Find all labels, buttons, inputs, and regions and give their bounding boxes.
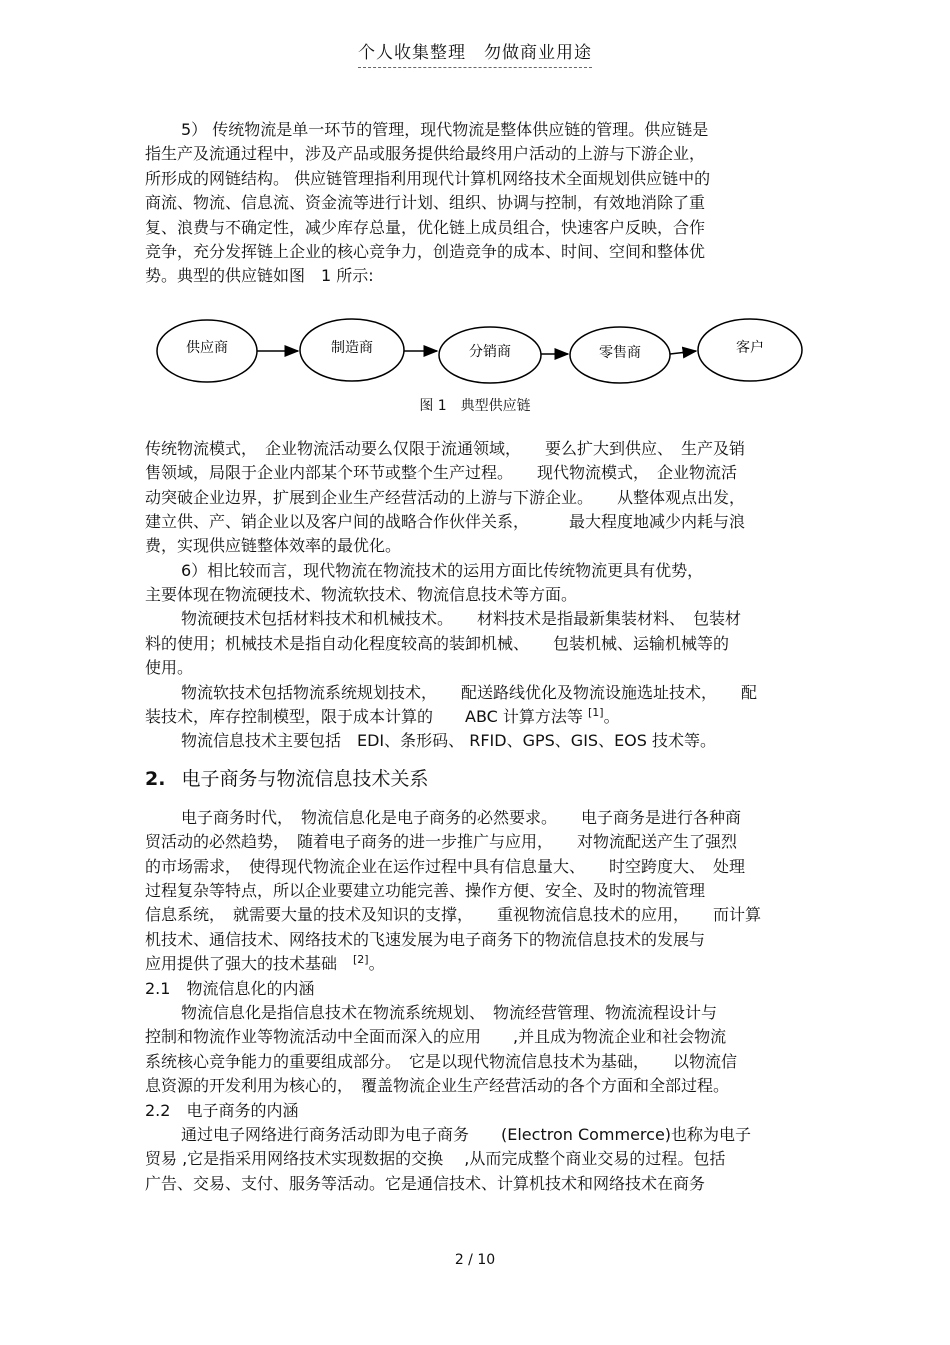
section-number: 2. [145, 767, 166, 790]
text-line: 系统核心竞争能力的重要组成部分。 它是以现代物流信息技术为基础， 以物流信 [145, 1051, 738, 1071]
figure-caption: 图 1 典型供应链 [419, 398, 531, 414]
text-line: 费，实现供应链整体效率的最优化。 [145, 536, 402, 556]
section-heading-2 [145, 766, 807, 792]
text-line: 料的使用；机械技术是指自动化程度较高的装卸机械、 包装机械、运输机械等的 [145, 633, 730, 653]
text-line: 传统物流模式， 企业物流活动要么仅限于流通领域， 要么扩大到供应、 生产及销 [145, 438, 746, 458]
section-heading-2-2 [145, 1099, 807, 1123]
paragraph-hard-tech [145, 607, 807, 680]
paragraph-6 [145, 559, 807, 608]
text-line: 贸活动的必然趋势， 随着电子商务的进一步推广与应用， 对物流配送产生了强烈 [145, 832, 738, 852]
text-line: 所形成的网链结构。 供应链管理指利用现代计算机网络技术全面规划供应链中的 [145, 168, 711, 188]
text-line: 商流、物流、信息流、资金流等进行计划、组织、协调与控制，有效地消除了重 [145, 193, 706, 213]
node-manufacturer-label: 制造商 [331, 340, 373, 356]
node-retailer-label: 零售商 [599, 345, 641, 361]
section-title: 电子商务的内涵 [186, 1100, 299, 1120]
document-body [145, 118, 807, 1196]
paragraph-after-figure [145, 437, 807, 559]
text-line [145, 705, 807, 729]
header-text: 个人收集整理 勿做商业用途 [358, 43, 592, 68]
text-line: 信息系统， 就需要大量的技术及知识的支撑， 重视物流信息技术的应用， 而计算 [145, 905, 762, 925]
text-line: 过程复杂等特点，所以企业要建立功能完善、操作方便、安全、及时的物流管理 [145, 880, 706, 900]
text-line: 建立供、产、销企业以及客户间的战略合作伙伴关系， 最大程度地减少内耗与浪 [145, 511, 746, 531]
text-fragment: 。 [368, 954, 385, 974]
text-line: 主要体现在物流硬技术、物流软技术、物流信息技术等方面。 [145, 585, 578, 605]
text-line: 6）相比较而言，现代物流在物流技术的运用方面比传统物流更具有优势， [181, 560, 704, 580]
text-line: 控制和物流作业等物流活动中全面而深入的应用 ,并且成为物流企业和社会物流 [145, 1027, 727, 1047]
citation-ref: [1] [588, 706, 604, 720]
text-fragment: 。 [603, 707, 620, 727]
section-number: 2.2 [145, 1100, 171, 1120]
section-2-1-paragraph [145, 1001, 807, 1099]
text-line: 势。典型的供应链如图 1 所示: [145, 266, 374, 286]
text-line: 使用。 [145, 658, 194, 678]
text-line: 5） 传统物流是单一环节的管理，现代物流是整体供应链的管理。供应链是 [181, 120, 709, 139]
paragraph-5 [145, 118, 807, 289]
node-supplier-label: 供应商 [186, 340, 228, 356]
text-line: 售领域，局限于企业内部某个环节或整个生产过程。 现代物流模式， 企业物流活 [145, 463, 738, 483]
text-fragment: 应用提供了强大的技术基础 [145, 954, 354, 974]
text-line: 通过电子网络进行商务活动即为电子商务 (Electron Commerce)也称为电子 [181, 1124, 752, 1144]
text-line: 的市场需求， 使得现代物流企业在运作过程中具有信息量大、 时空跨度大、 处理 [145, 856, 746, 876]
page-number: 2 / 10 [454, 1252, 496, 1268]
section-title: 电子商务与物流信息技术关系 [181, 767, 429, 790]
text-line: 物流信息化是指信息技术在物流系统规划、 物流经营管理、物流流程设计与 [181, 1002, 718, 1022]
text-line: 复、浪费与不确定性，减少库存总量，优化链上成员组合，快速客户反映，合作 [145, 217, 706, 237]
citation-ref: [2] [353, 953, 369, 967]
text-line [145, 952, 807, 976]
text-line: 竞争，充分发挥链上企业的核心竞争力，创造竞争的成本、时间、空间和整体优 [145, 241, 706, 261]
text-line: 机技术、通信技术、网络技术的飞速发展为电子商务下的物流信息技术的发展与 [145, 929, 706, 949]
text-line: 息资源的开发利用为核心的， 覆盖物流企业生产经营活动的各个方面和全部过程。 [145, 1076, 730, 1096]
text-line: 电子商务时代， 物流信息化是电子商务的必然要求。 电子商务是进行各种商 [181, 807, 742, 827]
section-number: 2.1 [145, 978, 171, 998]
node-distributor-label: 分销商 [469, 344, 511, 360]
text-line: 指生产及流通过程中，涉及产品或服务提供给最终用户活动的上游与下游企业， [145, 144, 706, 164]
text-line: 物流软技术包括物流系统规划技术， 配送路线优化及物流设施选址技术， 配 [181, 682, 758, 702]
section-2-paragraph [145, 806, 807, 977]
text-line: 动突破企业边界，扩展到企业生产经营活动的上游与下游企业。 从整体观点出发， [145, 487, 746, 507]
section-heading-2-1 [145, 977, 807, 1001]
arrow-4 [670, 351, 696, 354]
text-line: 贸易 ,它是指采用网络技术实现数据的交换 ,从而完成整个商业交易的过程。包括 [145, 1149, 726, 1169]
node-customer-label: 客户 [736, 340, 764, 356]
text-line: 物流硬技术包括材料技术和机械技术。 材料技术是指最新集装材料、 包装材 [181, 609, 742, 629]
text-fragment: 装技术，库存控制模型，限于成本计算的 ABC 计算方法等 [145, 707, 588, 727]
page-header [0, 38, 950, 63]
text-line: 广告、交易、支付、服务等活动。它是通信技术、计算机技术和网络技术在商务 [145, 1173, 706, 1193]
paragraph-soft-tech [145, 681, 807, 730]
section-2-2-paragraph [145, 1123, 807, 1196]
section-title: 物流信息化的内涵 [186, 978, 315, 998]
paragraph-info-tech: 物流信息技术主要包括 EDI、条形码、 RFID、GPS、GIS、EOS 技术等。 [181, 731, 717, 751]
